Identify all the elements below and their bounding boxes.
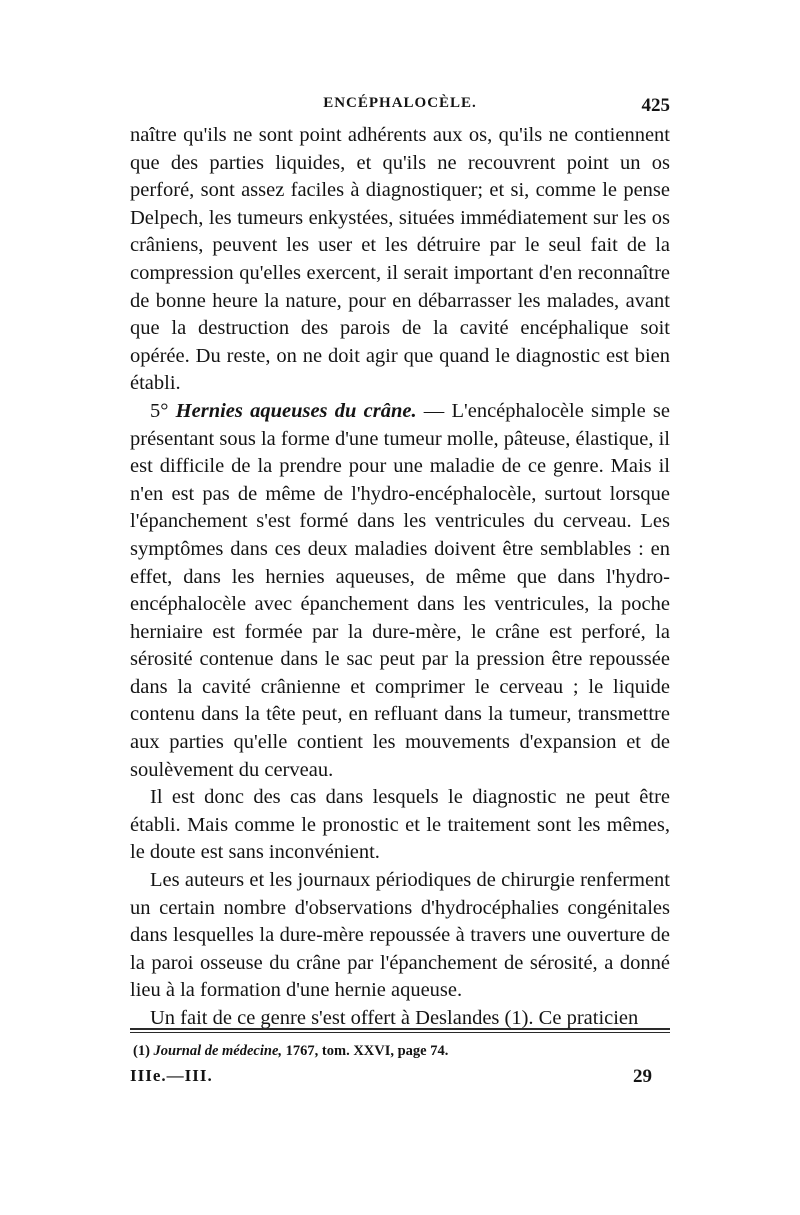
paragraph-5: Un fait de ce genre s'est offert à Deslandes (1). Ce praticien xyxy=(150,1007,639,1029)
sheet-number: 29 xyxy=(633,1066,652,1087)
body-text xyxy=(130,122,670,1033)
page-number: 425 xyxy=(641,95,670,116)
paragraph-2 xyxy=(130,398,670,784)
footnote-rule xyxy=(130,1028,670,1033)
footnote-journal: Journal de médecine, xyxy=(153,1043,283,1059)
footnote-marker: (1) xyxy=(133,1043,150,1059)
running-head xyxy=(130,95,670,125)
paragraph-2-text: — L'encéphalocèle simple se présentant sous la forme d'une tumeur molle, pâteuse, élastique, il est difficile de la prendre pour une maladie de ce genre. Mais il n'en est pas de même de l'hydro-encéphalocèle, surtout lorsque l'épanchement s'est formé dans les ventricules du cerveau. Les symptômes dans ces deux maladies doivent être semblables : en effet, dans les hernies aqueuses, de même que dans l'hydro-encéphalocèle avec épanchement dans les ventricules, la poche herniaire est formée par la dure-mère, le crâne est perforé, la sérosité contenue dans le sac peut par la pression être repoussée dans la cavité crânienne et comprimer le cerveau ; le liquide contenu dans la tête peut, en refluant dans la tumeur, transmettre aux parties qu'elle contient les mouvements d'expansion et de soulèvement du cerveau. xyxy=(130,399,670,781)
footnote xyxy=(133,1043,448,1060)
section-number: 5° xyxy=(150,399,169,422)
paragraph-1: naître qu'ils ne sont point adhérents aux os, qu'ils ne contiennent que des parties liquides, et qu'ils ne recouvrent point un os perforé, sont assez faciles à diagnostiquer; et si, comme le pense Delpech, les tumeurs enkystées, situées immédiatement sur les os crâniens, peuvent les user et les détruire par le seul fait de la compression qu'elles exercent, il serait important d'en reconnaître de bonne heure la nature, pour en débarrasser les malades, avant que la destruction des parois de la cavité encéphalique soit opérée. Du reste, on ne doit agir que quand le diagnostic est bien établi. xyxy=(130,124,670,395)
paragraph-3: Il est donc des cas dans lesquels le diagnostic ne peut être établi. Mais comme le pronostic et le traitement sont les mêmes, le doute est sans inconvénient. xyxy=(130,786,670,864)
running-title: ENCÉPHALOCÈLE. xyxy=(323,95,477,111)
section-title: Hernies aqueuses du crâne. xyxy=(175,399,417,422)
printer-signature: IIIe.—III. xyxy=(130,1066,213,1085)
footnote-reference: 1767, tom. XXVI, page 74. xyxy=(282,1043,449,1059)
paragraph-4: Les auteurs et les journaux périodiques de chirurgie renferment un certain nombre d'observations d'hydrocéphalies congénitales dans lesquelles la dure-mère repoussée à travers une ouverture de la paroi osseuse du crâne par l'épanchement de sérosité, a donné lieu à la formation d'une hernie aqueuse. xyxy=(130,869,670,1002)
